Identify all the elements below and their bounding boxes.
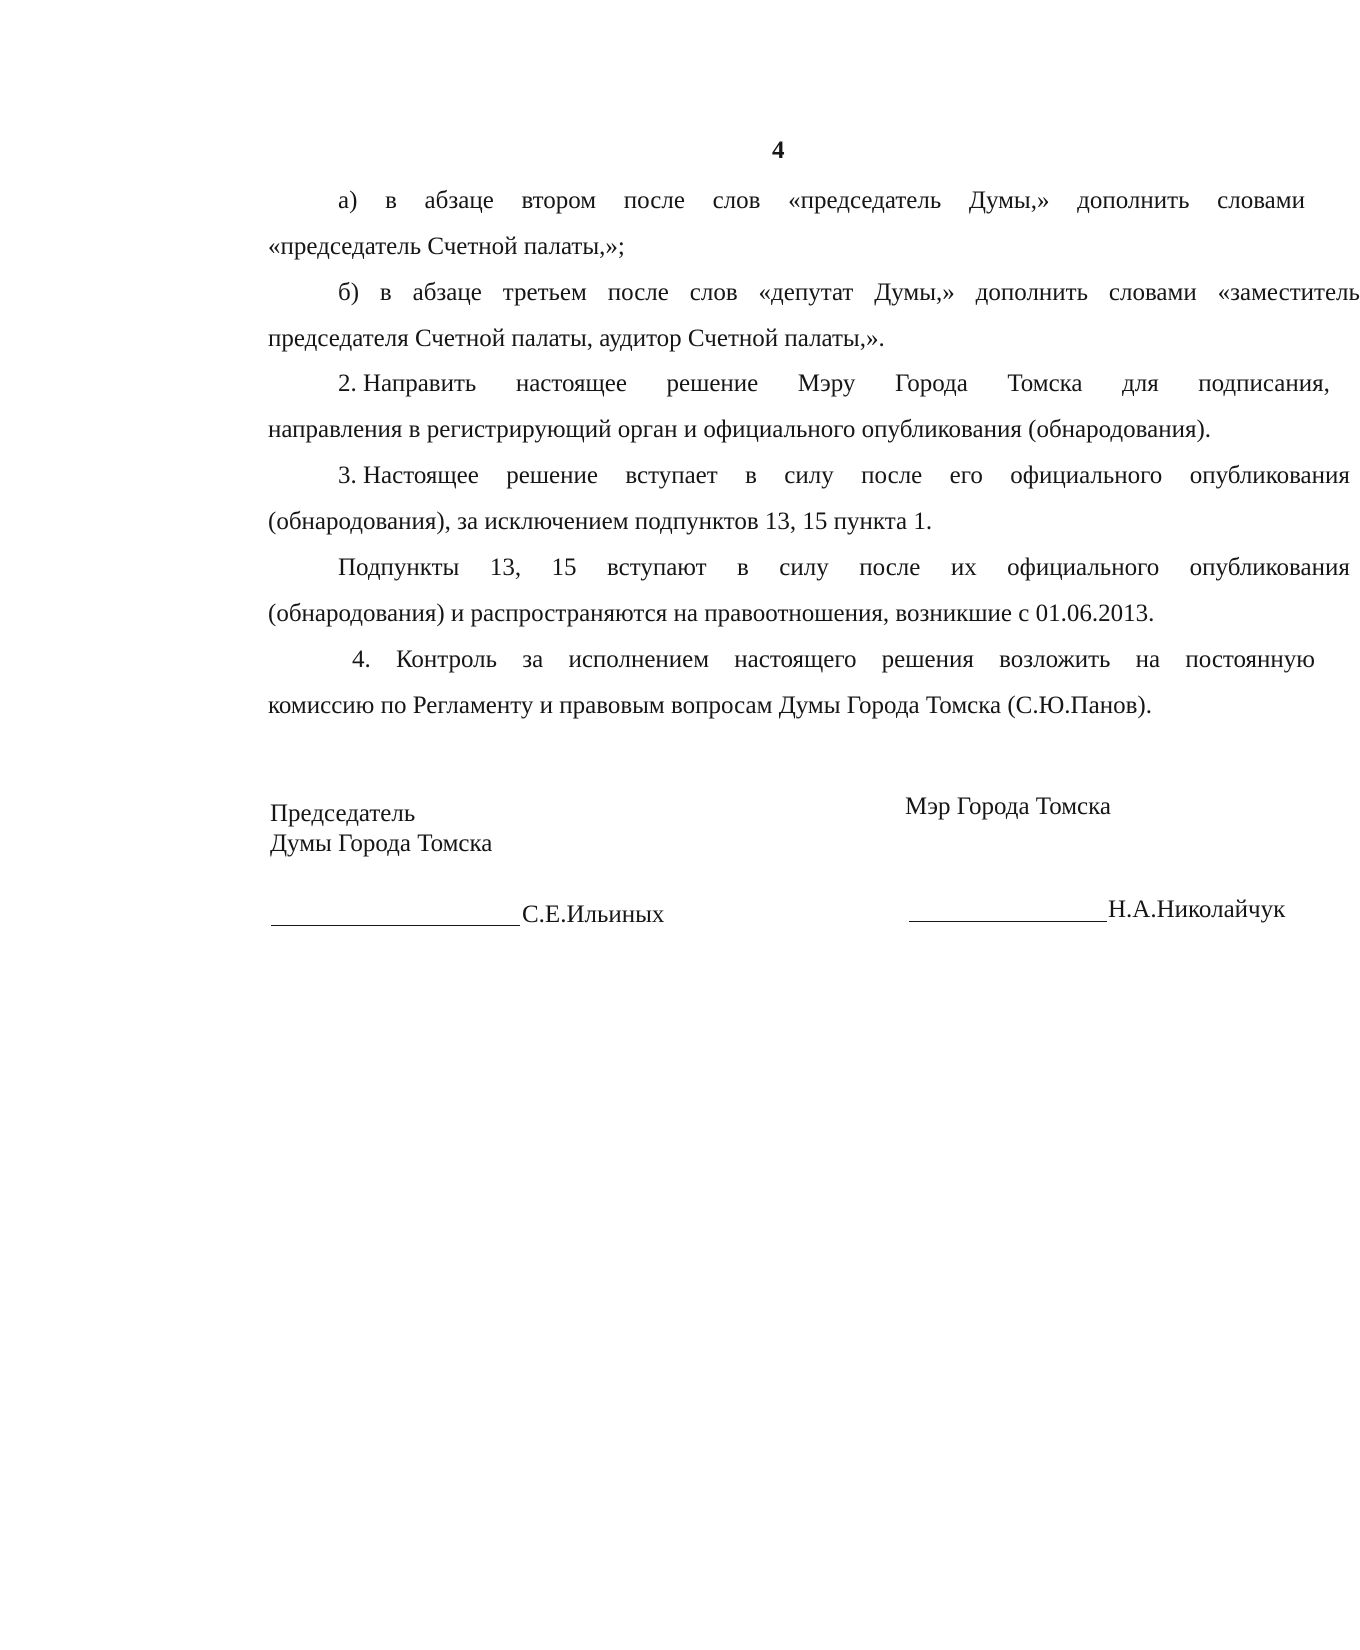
word: 4. — [352, 646, 371, 673]
paragraph-1-line-1 — [338, 185, 1305, 217]
right-signature-line — [909, 921, 1107, 922]
word: вступают — [606, 554, 707, 581]
page-number: 4 — [772, 137, 785, 164]
word: после — [859, 554, 921, 581]
left-signature-line — [271, 925, 520, 926]
word: после — [607, 279, 669, 306]
word: третьем — [502, 279, 587, 306]
word: официального — [1007, 554, 1160, 581]
word: после — [861, 462, 923, 489]
word: 13, — [489, 554, 522, 581]
word: для — [1122, 370, 1159, 397]
word: Думы,» — [968, 187, 1050, 214]
paragraph-5-line-2: (обнародования) и распространяются на правоотношения, возникшие с 01.06.2013. — [268, 600, 1155, 627]
word: опубликования — [1189, 462, 1350, 489]
word: постоянную — [1185, 646, 1315, 673]
word: «председатель — [788, 187, 942, 214]
word: дополнить — [975, 279, 1089, 306]
word: «заместитель — [1217, 279, 1360, 306]
word: абзаце — [424, 187, 494, 214]
paragraph-1-line-2: «председатель Счетной палаты,»; — [268, 233, 625, 260]
paragraph-5-line-1 — [338, 552, 1350, 584]
word: слов — [689, 279, 738, 306]
word: решение — [506, 462, 598, 489]
word: Контроль — [395, 646, 498, 673]
word: после — [623, 187, 685, 214]
word: за — [522, 646, 544, 673]
word: Томска — [1007, 370, 1083, 397]
word: решение — [666, 370, 759, 397]
word: исполнением — [568, 646, 710, 673]
word: абзаце — [412, 279, 482, 306]
word: в — [745, 462, 757, 489]
word: в — [379, 279, 392, 306]
word: силу — [784, 462, 834, 489]
word: настоящее — [515, 370, 627, 397]
word: дополнить — [1077, 187, 1190, 214]
left-signer-title-line-1: Председатель — [270, 800, 416, 827]
word: слов — [712, 187, 761, 214]
word: вступает — [625, 462, 718, 489]
word: втором — [521, 187, 597, 214]
left-signer-name: С.Е.Ильиных — [522, 901, 665, 928]
paragraph-4-line-1 — [338, 460, 1350, 492]
word: словами — [1217, 187, 1305, 214]
word: 3. Настоящее — [338, 462, 479, 489]
word: официального — [1010, 462, 1163, 489]
word: 2. Направить — [338, 370, 477, 397]
word: в — [737, 554, 749, 581]
word: в — [385, 187, 397, 214]
word: их — [950, 554, 977, 581]
word: силу — [779, 554, 829, 581]
word: Думы,» — [874, 279, 955, 306]
paragraph-6-line-1 — [352, 644, 1315, 676]
paragraph-3-line-2: направления в регистрирующий орган и официального опубликования (обнародования). — [268, 416, 1212, 443]
word: б) — [338, 279, 360, 306]
right-signer-title: Мэр Города Томска — [905, 793, 1112, 820]
word: Города — [894, 370, 968, 397]
word: настоящего — [734, 646, 857, 673]
paragraph-4-line-2: (обнародования), за исключением подпунктов 13, 15 пункта 1. — [268, 508, 933, 535]
word: опубликования — [1189, 554, 1350, 581]
word: 15 — [551, 554, 577, 581]
left-signer-title-line-2: Думы Города Томска — [270, 830, 493, 857]
word: словами — [1108, 279, 1197, 306]
right-signer-name: Н.А.Николайчук — [1108, 896, 1286, 923]
paragraph-3-line-1 — [338, 368, 1330, 400]
word: его — [949, 462, 983, 489]
word: на — [1135, 646, 1161, 673]
word: Подпункты — [338, 554, 460, 581]
word: подписания, — [1198, 370, 1330, 397]
word: «депутат — [758, 279, 854, 306]
paragraph-2-line-2: председателя Счетной палаты, аудитор Счетной палаты,». — [268, 325, 885, 352]
paragraph-2-line-1 — [338, 277, 1360, 309]
word: возложить — [999, 646, 1111, 673]
paragraph-6-line-2: комиссию по Регламенту и правовым вопросам Думы Города Томска (С.Ю.Панов). — [268, 692, 1152, 719]
word: решения — [881, 646, 974, 673]
word: а) — [338, 187, 358, 214]
word: Мэру — [797, 370, 856, 397]
